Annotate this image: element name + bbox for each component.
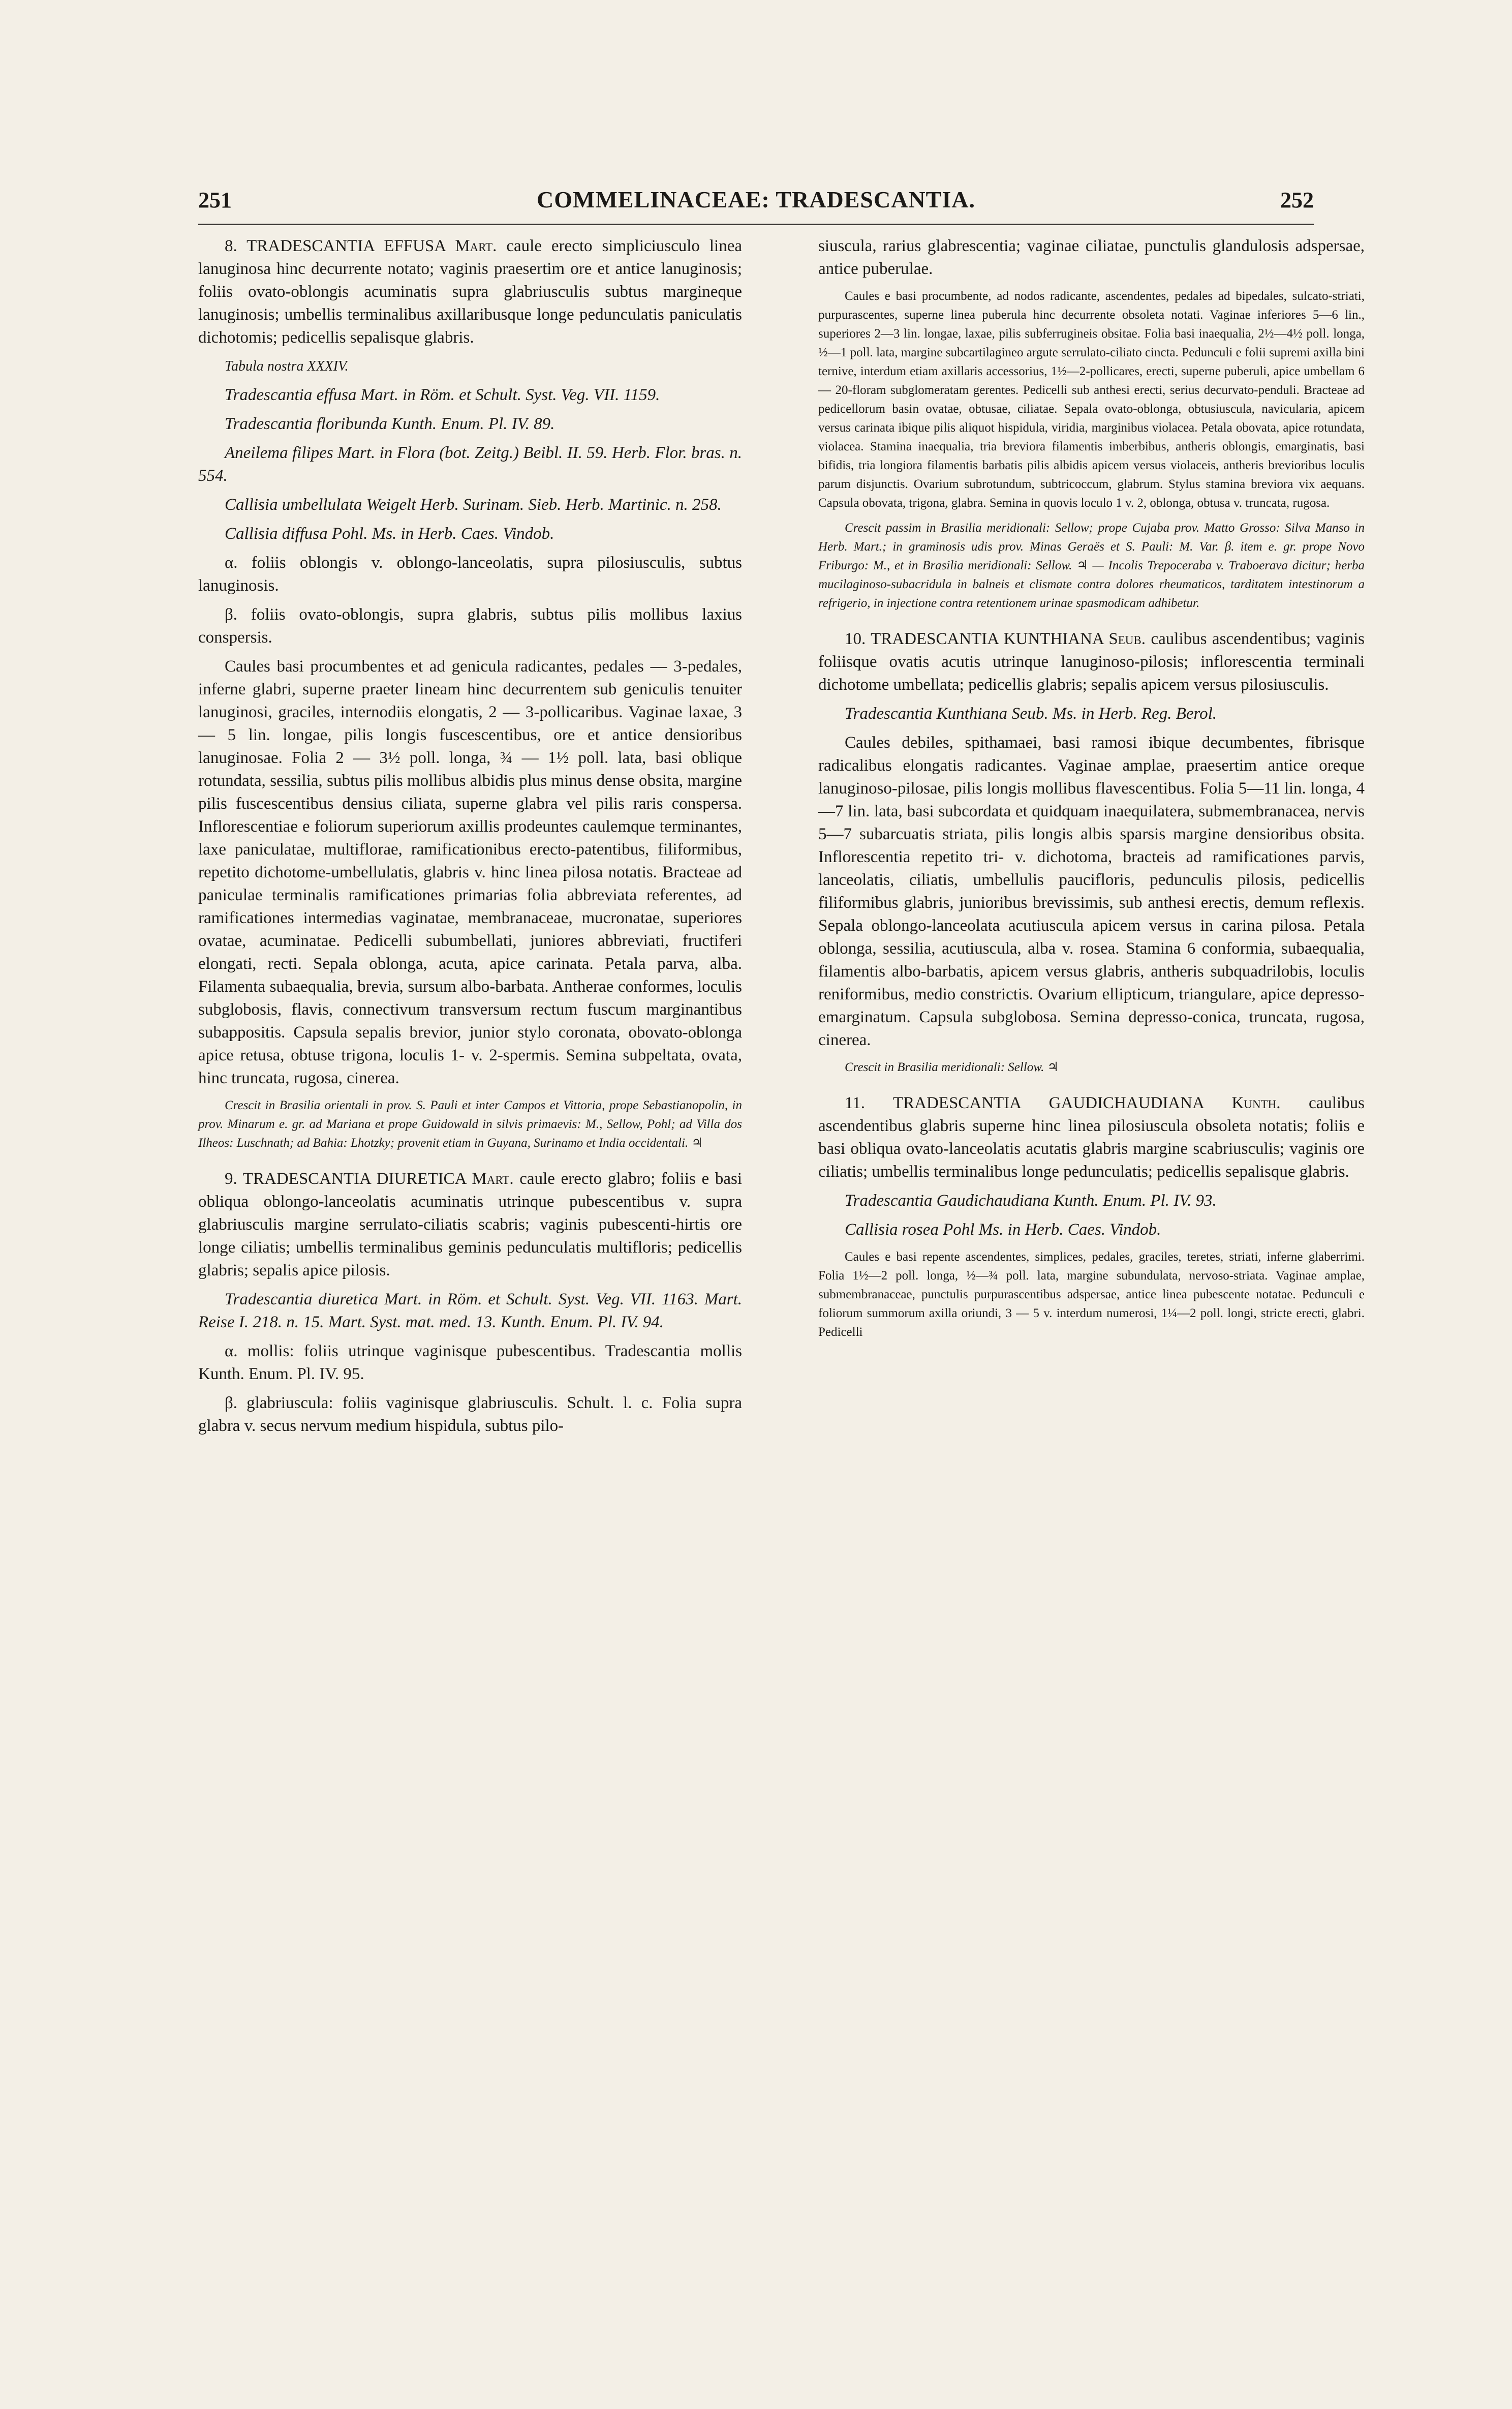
species-11-diagnosis (818, 1092, 1365, 1183)
synonym-ref: Tradescantia Kunthiana Seub. Ms. in Herb. Reg. Berol. (845, 705, 1217, 723)
species-10-habitat: Crescit in Brasilia meridionali: Sellow. ♃ (845, 1060, 1059, 1074)
header-rule (198, 224, 1314, 225)
running-header (198, 186, 1314, 219)
right-column (818, 235, 1365, 1348)
species-10-diagnosis-text: caulibus ascendentibus; vaginis foliisque ovatis acutis utrinque lanuginoso-pilosis; inflorescentia terminali dichotome umbellata; pedicellis glabris; sepalis apicem versus pilosiusculis. (818, 630, 1365, 694)
variety-alpha: α. foliis oblongis v. oblongo-lanceolatis, supra pilosiusculis, subtus lanuginosis. (198, 554, 742, 595)
species-8-heading: 8. TRADESCANTIA EFFUSA (225, 237, 446, 255)
species-10-description: Caules debiles, spithamaei, basi ramosi ibique decumbentes, fibrisque radicalibus elongatis radicantes. Vaginae amplae, praesertim antice oreque lanuginoso-pilosae, pilis longis mollibus flavescentibus. Folia 5—11 lin. longa, 4—7 lin. lata, basi subcordata et quidquam inaequilatera, submembranacea, nervis 5—7 subarcuatis striata, pilis longis albis sparsis margine densioribus obsita. Inflorescentia repetito tri- v. dichotoma, bracteis ad ramificationes parvis, lanceolatis, ciliatis, umbellulis paucifloris, pedunculis pilosis, pedicellis filiformibus glabris, junioribus brevissimis, sub anthesi erectis, demum reflexis. Sepala oblongo-lanceolata acutiuscula apicem versus in carina pilosa. Petala oblonga, sessilia, acutiuscula, alba v. rosea. Stamina 6 conformia, subaequalia, filamentis albo-barbatis, apicem versus glabris, antheris subquadrilobis, loculis reniformibus, medio constrictis. Ovarium ellipticum, triangulare, apice depresso-emarginatum. Capsula subglobosa. Semina depresso-conica, truncata, rugosa, cinerea. (818, 734, 1365, 1049)
variety-beta: β. glabriuscula: foliis vaginisque glabriusculis. Schult. l. c. Folia supra glabra v. secus nervum medium hispidula, subtus pilo- (198, 1394, 742, 1435)
synonym-ref: Callisia rosea Pohl Ms. in Herb. Caes. Vindob. (845, 1221, 1161, 1239)
species-9-heading: 9. TRADESCANTIA DIURETICA (225, 1170, 466, 1188)
species-10-author: Seub. (1108, 630, 1146, 648)
synonym-ref: Tradescantia floribunda Kunth. Enum. Pl. IV. 89. (225, 415, 555, 433)
running-title: COMMELINACEAE: TRADESCANTIA. (537, 187, 975, 212)
species-10-heading: 10. TRADESCANTIA KUNTHIANA (845, 630, 1103, 648)
page-number-right: 252 (1280, 188, 1314, 212)
synonym-ref: Tradescantia effusa Mart. in Röm. et Schult. Syst. Veg. VII. 1159. (225, 386, 660, 404)
species-9-continued: siuscula, rarius glabrescentia; vaginae ciliatae, punctulis glandulosis adspersae, antice puberulae. (818, 237, 1365, 278)
species-11-diagnosis-text: caulibus ascendentibus glabris superne hinc linea pilosiuscula obsoleta notatis; foliis e basi obliqua ovato-lanceolatis acutatis glabris margine scabriusculis; vaginis ore ciliatis; umbellis terminalibus longe pedunculatis; pedicellis sepalisque glabris. (818, 1094, 1365, 1181)
synonym-ref: Callisia umbellulata Weigelt Herb. Surinam. Sieb. Herb. Martinic. n. 258. (225, 496, 722, 514)
species-8-diagnosis (198, 235, 742, 349)
species-9-description: Caules e basi procumbente, ad nodos radicante, ascendentes, pedales ad bipedales, sulcato-striati, purpurascentes, superne linea puberula hinc decurrente obsoleta notati. Vaginae inferiores 5—6 lin., superiores 2—3 lin. longae, laxae, pilis subferrugineis obsitae. Folia basi inaequalia, 2½—4½ poll. longa, ½—1 poll. lata, margine subcartilagineo argute serrulato-ciliato cincta. Pedunculi e folii supremi axilla bini ternive, interdum etiam axillaris accessorius, 1½—2-pollicares, erecti, superne puberuli, apice umbellam 6 — 20-floram subglomeratam gerentes. Pedicelli sub anthesi erecti, serius decurvato-penduli. Bracteae ad pedicellorum basin ovatae, obtusae, ciliatae. Sepala ovato-oblonga, obtusiuscula, navicularia, apicem versus carinata ibique pilis aliquot hispidula, viridia, marginibus violacea. Petala obovata, apice rotundata, violacea. Stamina inaequalia, tria breviora filamentis imberbibus, antheris oblongis, emarginatis, basi bifidis, tria longiora filamentis barbatis pilis albidis apicem versus violaceis, antheris brevioribus loculis parum disjunctis. Ovarium subrotundum, subtricoccum, glabrum. Stylus stamina breviora vix aequans. Capsula obovata, trigona, glabra. Semina in quovis loculo 1 v. 2, oblonga, obtusa v. truncata, rugosa. (818, 289, 1365, 510)
species-11-description: Caules e basi repente ascendentes, simplices, pedales, graciles, teretes, striati, inferne glaberrimi. Folia 1½—2 poll. longa, ½—¾ poll. lata, margine subundulata, nervoso-striata. Vaginae amplae, submembranaceae, punctulis purpurascentibus adspersae, antice linea pubescente notatae. Pedunculi e foliorum summorum axilla oriundi, 3 — 5 v. interdum numerosi, 1¼—2 poll. longi, stricte erecti, glabri. Pedicelli (818, 1250, 1365, 1339)
variety-beta: β. foliis ovato-oblongis, supra glabris, subtus pilis mollibus laxius conspersis. (198, 605, 742, 647)
species-9-habitat: Crescit passim in Brasilia meridionali: Sellow; prope Cujaba prov. Matto Grosso: Silva Manso in Herb. Mart.; in graminosis udis prov. Minas Geraës et S. Pauli: M. Var. β. item e. gr. prope Novo Friburgo: M., et in Brasilia meridionali: Sellow. ♃ — Incolis Trepoceraba v. Traboerava dicitur; herba mucilaginoso-subacridula in balneis et clismate contra dolores rheumaticos, tarditatem intestinorum a refrigerio, in injectione contra retentionem urinae spasmodicam adhibetur. (818, 521, 1365, 610)
left-column (198, 235, 742, 1444)
synonym-ref: Callisia diffusa Pohl. Ms. in Herb. Caes. Vindob. (225, 525, 554, 543)
variety-alpha: α. mollis: foliis utrinque vaginisque pubescentibus. Tradescantia mollis Kunth. Enum. Pl. IV. 95. (198, 1342, 742, 1383)
species-9-diagnosis-text: caule erecto glabro; foliis e basi obliqua oblongo-lanceolatis acuminatis utrinque pubescentibus v. supra glabriusculis margine serrulato-ciliatis scabris; vaginis pubescenti-hirtis ore longe ciliatis; umbellis terminalibus geminis pedunculatis multifloris; pedicellis glabris; sepalis apice pilosis. (198, 1170, 742, 1279)
synonym-ref: Tradescantia diuretica Mart. in Röm. et Schult. Syst. Veg. VII. 1163. Mart. Reise I. 218. n. 15. Mart. Syst. mat. med. 13. Kunth. Enum. Pl. IV. 94. (198, 1290, 742, 1331)
species-10-diagnosis (818, 628, 1365, 696)
species-8-diagnosis-text: caule erecto simpliciusculo linea lanuginosa hinc decurrente notato; vaginis praesertim ore et antice lanuginosis; foliis ovato-oblongis acuminatis supra glabriusculis subtus margineque lanuginosis; umbellis terminalibus axillaribusque longe pedunculatis paniculatis dichotomis; pedicellis sepalisque glabris. (198, 237, 742, 347)
species-8-author: Mart. (455, 237, 497, 255)
species-11-heading: 11. TRADESCANTIA GAUDICHAUDIANA (845, 1094, 1204, 1112)
synonym-ref: Tradescantia Gaudichaudiana Kunth. Enum. Pl. IV. 93. (845, 1192, 1217, 1210)
synonym-ref: Aneilema filipes Mart. in Flora (bot. Zeitg.) Beibl. II. 59. Herb. Flor. bras. n. 554. (198, 444, 742, 485)
species-8-description: Caules basi procumbentes et ad genicula radicantes, pedales — 3-pedales, inferne glabri, superne praeter lineam hinc decurrentem sub geniculis tenuiter lanuginosi, graciles, internodiis elongatis, 2 — 3-pollicaribus. Vaginae laxae, 3 — 5 lin. longae, pilis longis fuscescentibus, ore et antice densioribus lanuginosae. Folia 2 — 3½ poll. longa, ¾ — 1½ poll. lata, basi oblique rotundata, sessilia, subtus pilis mollibus albidis plus minus dense obsita, margine pilis fuscescentibus densius ciliata, superne glabra vel pilis raris conspersa. Inflorescentiae e foliorum superiorum axillis prodeuntes caulemque terminantes, laxe paniculatae, multiflorae, ramificationibus erecto-patentibus, filiformibus, repetito dichotome-umbellulatis, glabris v. hinc linea pilosa notatis. Bracteae ad paniculae terminalis ramificationes primarias folia abbreviata referentes, ad ramificationes intermedias vaginatae, membranaceae, mucronatae, superiores ovatae, acuminatae. Pedicelli subumbellati, juniores abbreviati, fructiferi elongati, recti. Sepala oblonga, acuta, apice carinata. Petala parva, alba. Filamenta subaequalia, brevia, sursum albo-barbata. Antherae conformes, loculis subglobosis, flavis, connectivum transversum rectum fuscum marginantibus subappositis. Capsula sepalis brevior, junior stylo coronata, obovato-oblonga apice retusa, obtuse trigona, loculis 1- v. 2-spermis. Semina subpeltata, ovata, hinc truncata, rugosa, cinerea. (198, 657, 742, 1087)
page-number-left: 251 (198, 188, 232, 212)
species-11-author: Kunth. (1231, 1094, 1281, 1112)
plate-reference: Tabula nostra XXXIV. (225, 358, 349, 374)
species-8-habitat: Crescit in Brasilia orientali in prov. S. Pauli et inter Campos et Vittoria, prope Sebastianopolin, in prov. Minarum e. gr. ad Mariana et prope Guidowald in silvis primaevis: M., Sellow, Pohl; ad Villa dos Ilheos: Luschnath; ad Bahia: Lhotzky; provenit etiam in Guyana, Surinamo et India occidentali. ♃ (198, 1099, 742, 1150)
species-9-author: Mart. (472, 1170, 514, 1188)
species-9-diagnosis (198, 1168, 742, 1282)
